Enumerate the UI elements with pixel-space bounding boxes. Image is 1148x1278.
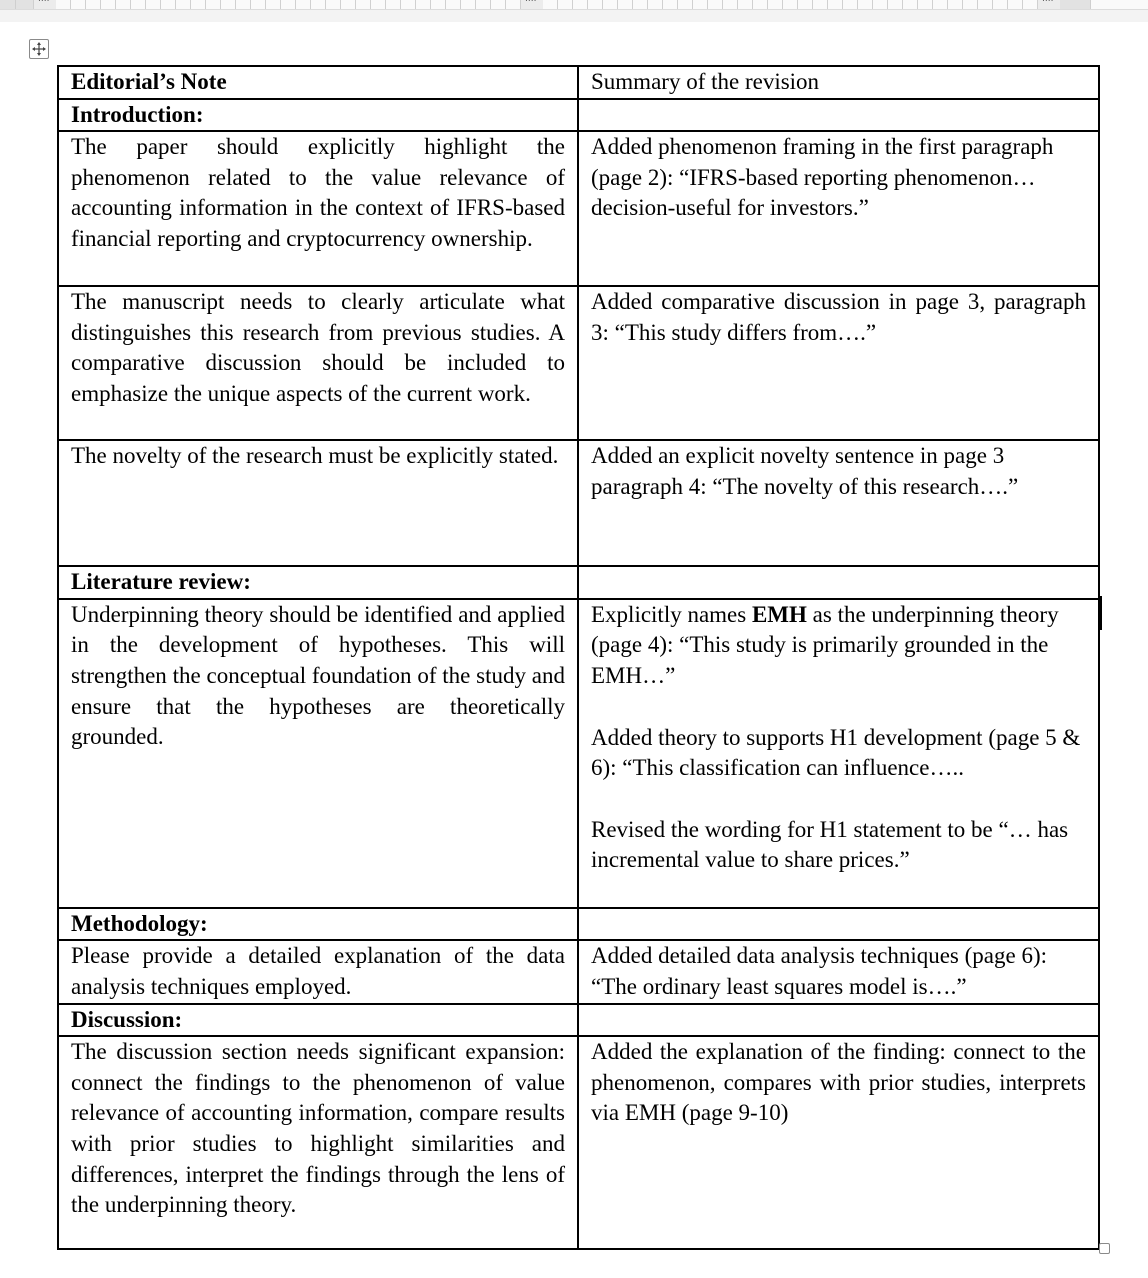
ruler-tick xyxy=(588,0,603,9)
ruler-tick xyxy=(858,0,873,9)
ruler-tick xyxy=(176,0,191,9)
ruler-tick xyxy=(401,0,416,9)
table-row xyxy=(58,940,1099,1003)
ruler-tick xyxy=(56,0,71,9)
table-move-handle[interactable] xyxy=(29,39,49,59)
revision-cell[interactable]: Added comparative discussion in page 3, paragraph 3: “This study differs from….” xyxy=(578,286,1099,440)
table-row xyxy=(58,286,1099,440)
editorial-note-cell[interactable]: The novelty of the research must be explicitly stated. xyxy=(58,440,578,566)
ruler-tick xyxy=(371,0,386,9)
ruler-tick xyxy=(461,0,476,9)
ruler-tick xyxy=(693,0,708,9)
section-row-methodology xyxy=(58,908,1099,941)
table-row xyxy=(58,1036,1099,1249)
section-title[interactable]: Literature review: xyxy=(58,566,578,599)
revision-cell[interactable] xyxy=(578,599,1099,908)
ruler-tick xyxy=(506,0,521,9)
ruler-indent-marker[interactable] xyxy=(34,0,56,9)
ruler-tick xyxy=(753,0,768,9)
ruler-tick xyxy=(71,0,86,9)
ruler-tick xyxy=(311,0,326,9)
emh-bold-text: EMH xyxy=(751,601,807,627)
ruler-tick xyxy=(783,0,798,9)
ruler-tick xyxy=(266,0,281,9)
editorial-note-cell[interactable]: The paper should explicitly highlight the phenomenon related to the value relevance of accounting information in the context of IFRS-based financial reporting and cryptocurrency ownership. xyxy=(58,131,578,286)
header-row xyxy=(58,66,1099,99)
ruler-tick xyxy=(116,0,131,9)
ruler-tick xyxy=(633,0,648,9)
table-resize-handle[interactable] xyxy=(1099,1243,1110,1254)
header-editorial-note[interactable]: Editorial’s Note xyxy=(58,66,578,99)
ruler-tick xyxy=(813,0,828,9)
ruler-tick xyxy=(918,0,933,9)
ruler-tick xyxy=(933,0,948,9)
section-row-introduction xyxy=(58,99,1099,132)
ruler-tick xyxy=(993,0,1008,9)
ruler-tick xyxy=(146,0,161,9)
section-title[interactable]: Discussion: xyxy=(58,1004,578,1037)
ruler-tick xyxy=(978,0,993,9)
ruler-tick xyxy=(873,0,888,9)
revision-paragraph xyxy=(591,600,1086,692)
ruler-margin xyxy=(0,0,16,9)
ruler-tick xyxy=(678,0,693,9)
ruler-tick xyxy=(903,0,918,9)
ruler-tick xyxy=(326,0,341,9)
ruler-tick xyxy=(648,0,663,9)
revision-paragraph: Added theory to supports H1 development (page 5 & 6): “This classification can influence….. xyxy=(591,724,1081,781)
ruler-tick xyxy=(948,0,963,9)
revision-cell[interactable]: Added detailed data analysis techniques (page 6): “The ordinary least squares model is….” xyxy=(578,940,1099,1003)
ruler-tick xyxy=(888,0,903,9)
text-run: Explicitly names xyxy=(591,601,752,627)
table-row xyxy=(58,599,1099,908)
page-gap xyxy=(0,10,1148,22)
ruler-tick xyxy=(963,0,978,9)
ruler-tick xyxy=(431,0,446,9)
move-arrows-icon xyxy=(32,42,46,56)
ruler-tick xyxy=(251,0,266,9)
ruler-tick xyxy=(1008,0,1023,9)
ruler-tick xyxy=(798,0,813,9)
ruler-tick xyxy=(708,0,723,9)
editorial-note-cell[interactable]: The manuscript needs to clearly articulate what distinguishes this research from previous studies. A comparative discussion should be included to emphasize the unique aspects of the current work. xyxy=(58,286,578,440)
paragraph-gap xyxy=(591,692,1086,723)
ruler-tick xyxy=(618,0,633,9)
ruler-tick xyxy=(1023,0,1038,9)
ruler-tick xyxy=(603,0,618,9)
ruler-tick xyxy=(446,0,461,9)
table-row xyxy=(58,131,1099,286)
ruler-tick xyxy=(101,0,116,9)
revision-cell[interactable]: Added the explanation of the finding: connect to the phenomenon, compares with prior studies, interprets via EMH (page 9-10) xyxy=(578,1036,1099,1249)
ruler-tick xyxy=(236,0,251,9)
revision-table xyxy=(57,65,1100,1250)
table-row xyxy=(58,440,1099,566)
ruler-tick xyxy=(86,0,101,9)
ruler-tick xyxy=(356,0,371,9)
ruler-tick xyxy=(386,0,401,9)
ruler-margin xyxy=(1060,0,1091,9)
section-row-discussion xyxy=(58,1004,1099,1037)
paragraph-gap xyxy=(591,784,1086,815)
ruler-tick xyxy=(768,0,783,9)
empty-cell[interactable] xyxy=(578,99,1099,132)
horizontal-ruler[interactable] xyxy=(0,0,1148,10)
revision-cell[interactable]: Added phenomenon framing in the first paragraph (page 2): “IFRS-based reporting phenomenon… decision-useful for investors.” xyxy=(578,131,1099,286)
section-title[interactable]: Introduction: xyxy=(58,99,578,132)
header-summary-revision[interactable]: Summary of the revision xyxy=(578,66,1099,99)
ruler-tick xyxy=(296,0,311,9)
ruler-tick xyxy=(558,0,573,9)
ruler-tick xyxy=(341,0,356,9)
editorial-note-cell[interactable]: Underpinning theory should be identified and applied in the development of hypotheses. This will strengthen the conceptual foundation of the study and ensure that the hypotheses are theoretically grounded. xyxy=(58,599,578,908)
ruler-margin xyxy=(16,0,34,9)
ruler-tick xyxy=(221,0,236,9)
revision-paragraph: Revised the wording for H1 statement to be “… has incremental value to share prices.” xyxy=(591,816,1069,873)
empty-cell[interactable] xyxy=(578,1004,1099,1037)
empty-cell[interactable] xyxy=(578,908,1099,941)
ruler-tick xyxy=(191,0,206,9)
text-run: as the underpinning theory (page 4): “This study is primarily grounded in the EMH…” xyxy=(591,601,1059,688)
ruler-tick xyxy=(723,0,738,9)
ruler-column-marker[interactable] xyxy=(521,0,543,9)
ruler-tick xyxy=(843,0,858,9)
ruler-tick xyxy=(131,0,146,9)
ruler-tick xyxy=(281,0,296,9)
empty-cell[interactable] xyxy=(578,566,1099,599)
ruler-tick xyxy=(416,0,431,9)
ruler-tick xyxy=(161,0,176,9)
ruler-tick xyxy=(738,0,753,9)
editorial-note-cell[interactable]: Please provide a detailed explanation of the data analysis techniques employed. xyxy=(58,940,578,1003)
section-title[interactable]: Methodology: xyxy=(58,908,578,941)
ruler-tick xyxy=(663,0,678,9)
editorial-note-cell[interactable]: The discussion section needs significant expansion: connect the findings to the phenomenon of value relevance of accounting information, compare results with prior studies to highlight similarities and differences, interpret the findings through the lens of the underpinning theory. xyxy=(58,1036,578,1249)
ruler-tick xyxy=(206,0,221,9)
ruler-right-marker[interactable] xyxy=(1038,0,1060,9)
revision-cell[interactable]: Added an explicit novelty sentence in page 3 paragraph 4: “The novelty of this research….” xyxy=(578,440,1099,566)
ruler-tick xyxy=(828,0,843,9)
ruler-tick xyxy=(573,0,588,9)
ruler-tick xyxy=(476,0,491,9)
section-row-literature-review xyxy=(58,566,1099,599)
text-cursor xyxy=(1100,596,1102,630)
ruler-tick xyxy=(491,0,506,9)
ruler-tick xyxy=(543,0,558,9)
